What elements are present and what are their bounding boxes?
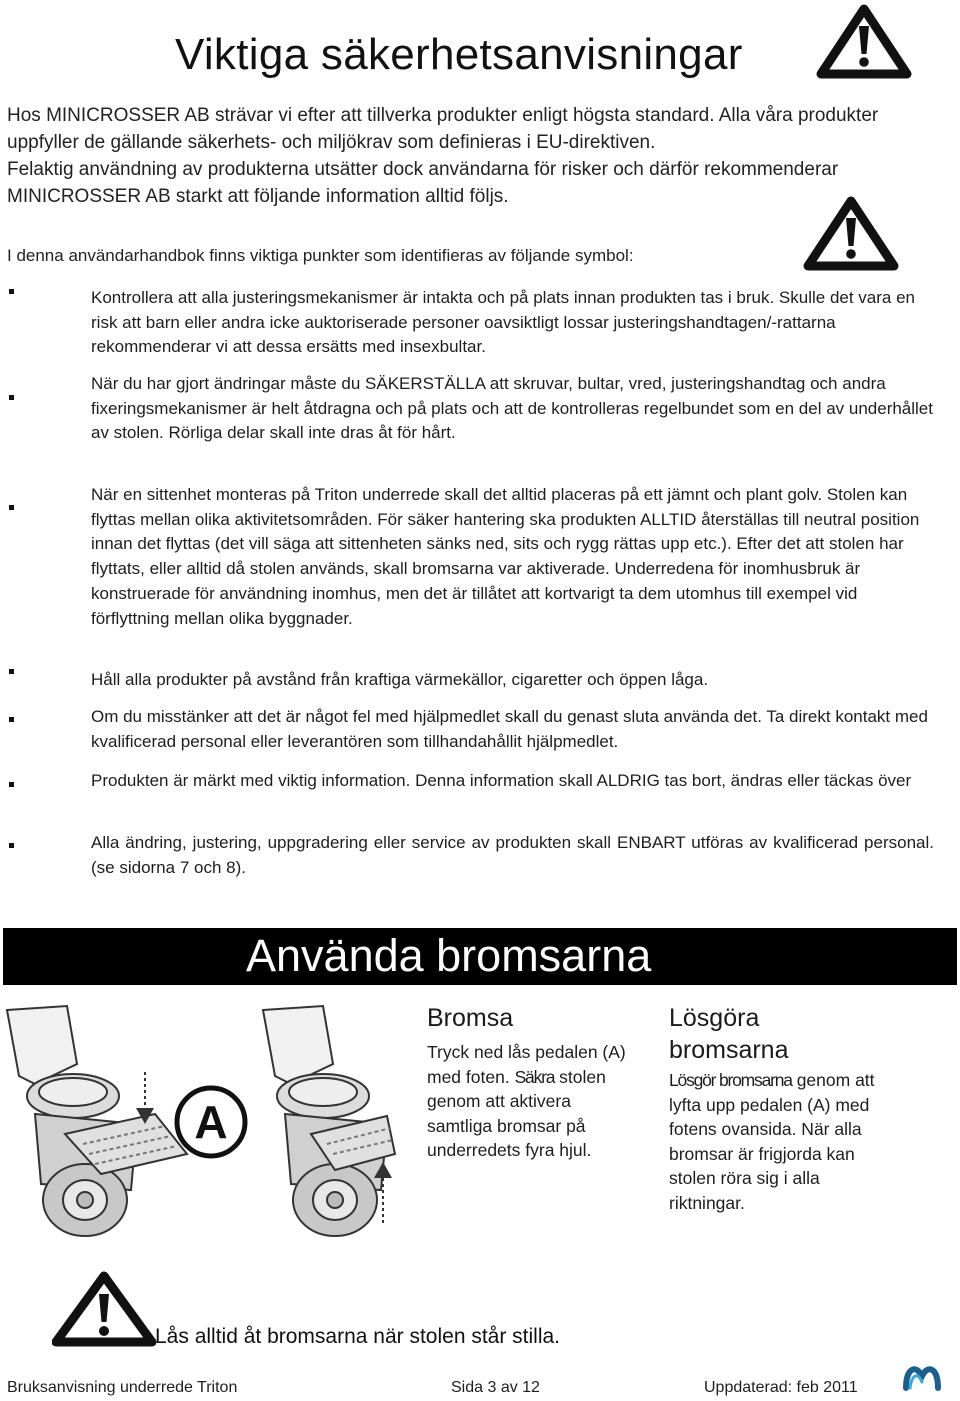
bullet-marker: [9, 782, 14, 787]
text-span: Tryck ned lås pedalen (A) med foten.: [427, 1042, 626, 1087]
text-span: Säkra: [514, 1066, 555, 1087]
list-item-text: Håll alla produkter på avstånd från kraftiga värmekällor, cigaretter och öppen låga.: [91, 670, 709, 689]
column-heading: Lösgöra bromsarna: [669, 1004, 789, 1064]
release-instructions: [669, 1002, 899, 1215]
footer-updated-date: Uppdaterad: feb 2011: [704, 1379, 858, 1396]
brake-instructions: [427, 1002, 637, 1163]
brake-pedal-illustration: [5, 1004, 397, 1240]
text-span: Lösgör bromsarna: [669, 1070, 792, 1090]
bullet-marker: [9, 505, 14, 510]
footer-page-number: Sida 3 av 12: [451, 1379, 540, 1396]
warning-triangle-icon: [802, 196, 900, 272]
intro-paragraph: Hos MINICROSSER AB strävar vi efter att tillverka produkter enligt högsta standard. Alla våra produkter uppfyller de gällande säkerhets- och miljökrav som definieras i EU-direktiven.: [7, 105, 879, 153]
bullet-marker: [9, 717, 14, 722]
intro-text: [7, 102, 952, 210]
minicrosser-logo-icon: [902, 1358, 942, 1394]
bullet-marker: [9, 843, 14, 848]
brake-warning-text: Lås alltid åt bromsarna när stolen står stilla.: [155, 1325, 561, 1348]
text-span: genom att lyfta upp pedalen (A) med fotens ovansida. När alla bromsar är frigjorda kan stolen röra sig i alla riktningar.: [669, 1070, 875, 1213]
column-heading: Bromsa: [427, 1004, 514, 1032]
warning-triangle-icon: [52, 1270, 164, 1350]
warning-triangle-icon: [815, 4, 913, 80]
text-span: stolen genom att aktivera samtliga bromsar på underredets fyra hjul.: [427, 1066, 606, 1160]
column-text: [427, 1040, 637, 1163]
list-item-text: Produkten är märkt med viktig information. Denna information skall ALDRIG tas bort, ändras eller täckas över: [91, 771, 912, 790]
section-heading: Använda bromsarna: [246, 930, 652, 981]
list-item-text: När en sittenhet monteras på Triton underrede skall det alltid placeras på ett jämnt och plant golv. Stolen kan flyttas mellan olika aktivitetsområden. För säker hantering ska produkten ALLTID återställas till neutral position innan det flyttas (det vill säga att sittenheten sänks ned, sits och rygg rättas upp etc.). Efter det att stolen har flyttats, eller alltid då stolen används, skall bromsarna var aktiverade. Underredena för inomhusbruk är konstruerade för användning inomhus, men det är tillåtet att kortvarigt ta dem utomhus till exempel vid förflyttning mellan olika byggnader.: [91, 485, 920, 628]
intro-paragraph: Felaktig användning av produkterna utsätter dock användarna för risker och därför rekommenderar MINICROSSER AB starkt att följande information alltid följs.: [7, 159, 839, 207]
bullet-marker: [9, 669, 14, 674]
column-text: [669, 1068, 899, 1215]
list-item-text: Kontrollera att alla justeringsmekanismer är intakta och på plats innan produkten tas i bruk. Skulle det vara en risk att barn eller andra icke auktoriserade personer oavsiktligt lossar justeringshandtagen/-rattarna rekommenderar vi att dessa ersätts med insexbultar.: [91, 288, 916, 357]
page-title: Viktiga säkerhetsanvisningar: [175, 30, 743, 79]
section-banner: [3, 928, 957, 985]
bullet-marker: [9, 395, 14, 400]
list-item-text: Om du misstänker att det är något fel med hjälpmedlet skall du genast sluta använda det. Ta direkt kontakt med kvalificerad personal eller leverantören som tillhandahållit hjälpmedlet.: [91, 707, 928, 751]
footer-document-name: Bruksanvisning underrede Triton: [7, 1379, 238, 1396]
bullet-marker: [9, 289, 14, 294]
list-item-text: Alla ändring, justering, uppgradering eller service av produkten skall ENBART utföras av kvalificerad personal. (se sidorna 7 och 8).: [91, 833, 934, 877]
callout-label-a: A: [194, 1096, 228, 1148]
symbol-explanation: I denna användarhandbok finns viktiga punkter som identifieras av följande symbol:: [7, 246, 634, 265]
list-item-text: När du har gjort ändringar måste du SÄKERSTÄLLA att skruvar, bultar, vred, justeringshandtag och andra fixeringsmekanismer är helt åtdragna och på plats och att de kontrolleras regelbundet som en del av underhållet av stolen. Rörliga delar skall inte dras åt för hårt.: [91, 374, 933, 443]
